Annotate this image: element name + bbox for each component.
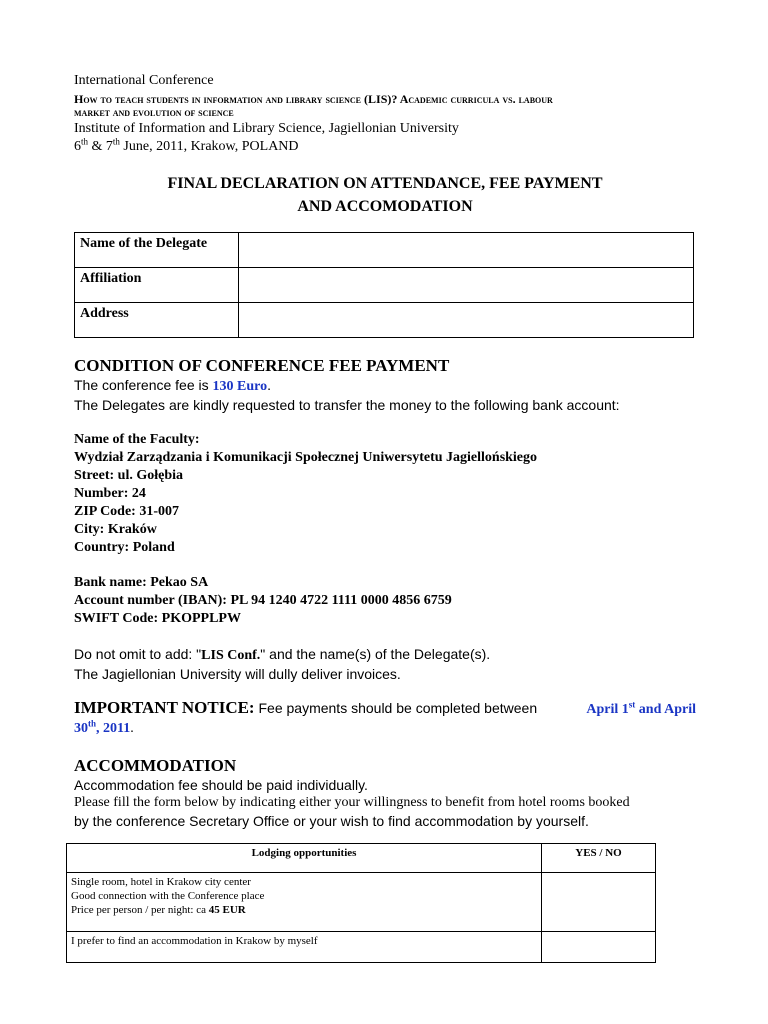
fee-heading: CONDITION OF CONFERENCE FEE PAYMENT: [74, 356, 450, 375]
accommodation-heading: ACCOMMODATION: [74, 756, 237, 775]
notice-date-end: 30th, 2011: [74, 718, 131, 736]
table-row: [67, 873, 656, 932]
table-row: [67, 844, 656, 873]
street: Street: ul. Gołębia: [74, 468, 184, 483]
conference-date: 6th & 7th June, 2011, Krakow, POLAND: [74, 136, 299, 154]
accommodation-line2: Please fill the form below by indicating either your willingness to benefit from hotel rooms booked: [74, 795, 630, 810]
table-row: [75, 233, 694, 268]
declaration-page: [71, 72, 696, 963]
table-row: [67, 932, 656, 963]
swift-code: SWIFT Code: PKOPPLPW: [74, 611, 241, 626]
delegate-name-label: Name of the Delegate: [75, 233, 239, 268]
accommodation-line1: Accommodation fee should be paid individually.: [74, 777, 368, 793]
faculty-label: Name of the Faculty:: [74, 432, 200, 447]
conference-label: International Conference: [74, 73, 214, 88]
notice-date-start: April 1st and April: [586, 699, 696, 717]
fee-amount: 130 Euro: [212, 379, 268, 394]
conference-topic-cont: market and evolution of science: [74, 107, 234, 119]
yes-no-col-header: YES / NO: [542, 844, 656, 873]
country: Country: Poland: [74, 540, 175, 555]
zip-code: ZIP Code: 31-007: [74, 504, 179, 519]
address-label: Address: [75, 303, 239, 338]
lodging-option-self: I prefer to find an accommodation in Krakow by myself: [67, 932, 542, 963]
institute-name: Institute of Information and Library Science, Jagiellonian University: [74, 121, 459, 136]
lodging-col-header: Lodging opportunities: [67, 844, 542, 873]
conference-topic: How to teach students in information and library science (LIS)? Academic curricula vs. labour: [74, 92, 553, 106]
bank-name: Bank name: Pekao SA: [74, 575, 209, 590]
important-notice: IMPORTANT NOTICE: Fee payments should be completed between April 1st and April 30th, 2011.: [74, 698, 696, 736]
accommodation-line3: by the conference Secretary Office or your wish to find accommodation by yourself.: [74, 813, 589, 829]
delegate-name-field[interactable]: [239, 233, 694, 268]
fee-amount-line: The conference fee is 130 Euro.: [74, 377, 272, 394]
page-title: FINAL DECLARATION ON ATTENDANCE, FEE PAYMENT AND ACCOMODATION: [167, 175, 603, 215]
account-number: Account number (IBAN): PL 94 1240 4722 1111 0000 4856 6759: [74, 593, 452, 608]
notice-label: IMPORTANT NOTICE:: [74, 698, 255, 717]
affiliation-field[interactable]: [239, 268, 694, 303]
city: City: Kraków: [74, 522, 157, 537]
faculty-name: Wydział Zarządzania i Komunikacji Społecznej Uniwersytetu Jagiellońskiego: [74, 450, 538, 465]
address-field[interactable]: [239, 303, 694, 338]
table-row: [75, 303, 694, 338]
omit-note: Do not omit to add: "LIS Conf." and the name(s) of the Delegate(s).: [74, 646, 491, 663]
self-yes-no-field[interactable]: [542, 932, 656, 963]
fee-request: The Delegates are kindly requested to transfer the money to the following bank account:: [74, 397, 620, 413]
lodging-option-hotel: Single room, hotel in Krakow city center Good connection with the Conference place Price per person / per night: ca 45 EUR: [67, 873, 542, 932]
delegate-table: [74, 232, 694, 338]
number: Number: 24: [74, 486, 146, 501]
hotel-yes-no-field[interactable]: [542, 873, 656, 932]
invoices-note: The Jagiellonian University will dully deliver invoices.: [74, 666, 401, 682]
table-row: [75, 268, 694, 303]
lodging-table: [66, 843, 656, 963]
affiliation-label: Affiliation: [75, 268, 239, 303]
